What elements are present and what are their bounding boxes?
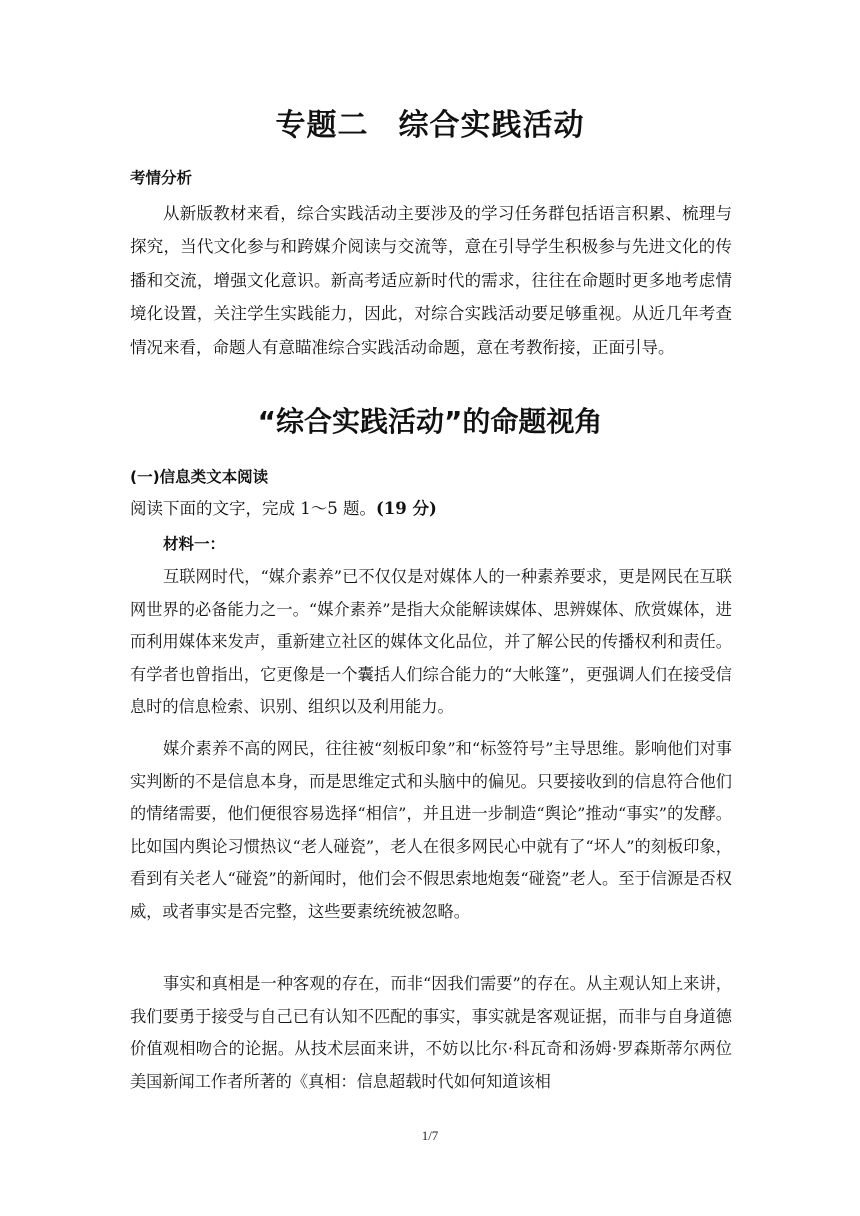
body-paragraph: 媒介素养不高的网民，往往被“刻板印象”和“标签符号”主导思维。影响他们对事实判断的不是信息本身，而是思维定式和头脑中的偏见。只要接收到的信息符合他们的情绪需要，他们便很容易选择“相信”，并且进一步制造“舆论”推动“事实”的发酵。比如国内舆论习惯热议“老人碰瓷”，老人在很多网民心中就有了“坏人”的刻板印象，看到有关老人“碰瓷”的新闻时，他们会不假思索地炮轰“碰瓷”老人。至于信源是否权威，或者事实是否完整，这些要素统统被忽略。 xyxy=(130,739,732,921)
page-title xyxy=(0,106,860,146)
material-label: 材料一： xyxy=(163,535,226,553)
instruction-text: 阅读下面的文字，完成 1～5 题。 xyxy=(130,499,376,518)
question-instruction xyxy=(130,497,437,521)
intro-paragraph: 从新版教材来看，综合实践活动主要涉及的学习任务群包括语言积累、梳理与探究，当代文化参与和跨媒介阅读与交流等，意在引导学生积极参与先进文化的传播和交流，增强文化意识。新高考适应新时代的需求，往往在命题时更多地考虑情境化设置，关注学生实践能力，因此，对综合实践活动要足够重视。从近几年考查情况来看，命题人有意瞄准综合实践活动命题，意在考教衔接，正面引导。 xyxy=(130,204,732,357)
part-heading: (一)信息类文本阅读 xyxy=(130,468,269,486)
title-subject: 综合实践活动 xyxy=(398,108,585,143)
title-topic: 专题二 xyxy=(275,108,369,143)
page-number: 1/7 xyxy=(421,1128,439,1143)
instruction-score: (19 分) xyxy=(376,499,437,518)
section-subtitle: “综合实践活动”的命题视角 xyxy=(257,405,603,438)
body-paragraph: 事实和真相是一种客观的存在，而非“因我们需要”的存在。从主观认知上来讲，我们要勇于接受与自己已有认知不匹配的事实，事实就是客观证据，而非与自身道德价值观相吻合的论据。从技术层面来讲，不妨以比尔·科瓦奇和汤姆·罗森斯蒂尔两位美国新闻工作者所著的《真相：信息超载时代如何知道该相 xyxy=(130,974,732,1091)
section-label: 考情分析 xyxy=(130,169,193,187)
body-paragraph: 互联网时代，“媒介素养”已不仅仅是对媒体人的一种素养要求，更是网民在互联网世界的必备能力之一。“媒介素养”是指大众能解读媒体、思辨媒体、欣赏媒体，进而利用媒体来发声，重新建立社区的媒体文化品位，并了解公民的传播权利和责任。有学者也曾指出，它更像是一个囊括人们综合能力的“大帐篷”，更强调人们在接受信息时的信息检索、识别、组织以及利用能力。 xyxy=(130,567,732,717)
